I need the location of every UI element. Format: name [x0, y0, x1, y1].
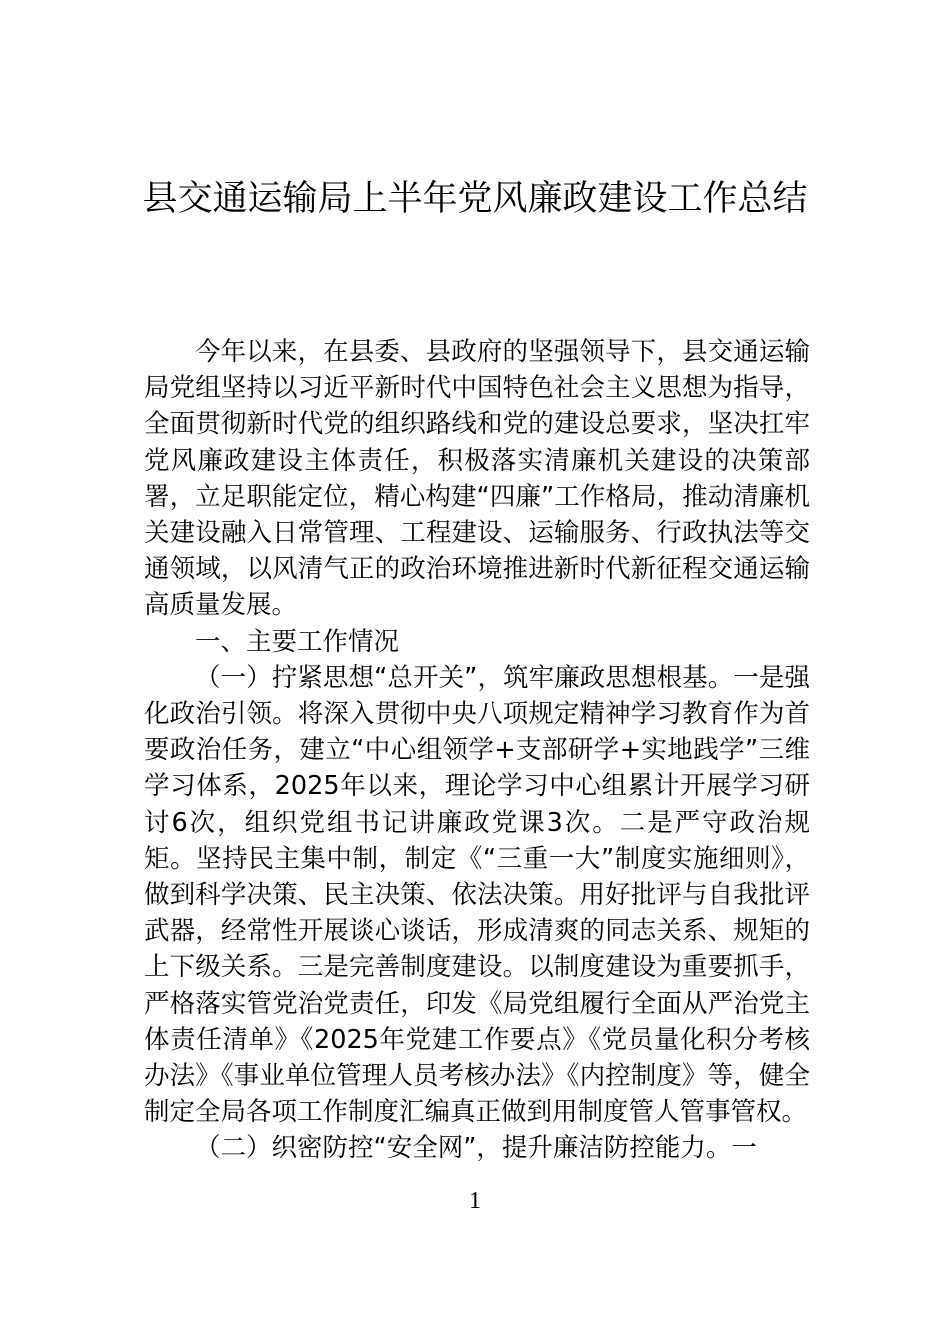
subsection-paragraph: （一）拧紧思想“总开关”，筑牢廉政思想根基。一是强化政治引领。将深入贯彻中央八项规定精神学习教育作为首要政治任务，建立“中心组领学+支部研学+实地践学”三维学习体系，2025年以来，理论学习中心组累计开展学习研讨6次，组织党组书记讲廉政党课3次。二是严守政治规矩。坚持民主集中制，制定《“三重一大”制度实施细则》，做到科学决策、民主决策、依法决策。用好批评与自我批评武器，经常性开展谈心谈话，形成清爽的同志关系、规矩的上下级关系。三是完善制度建设。以制度建设为重要抓手，严格落实管党治党责任，印发《局党组履行全面从严治党主体责任清单》《2025年党建工作要点》《党员量化积分考核办法》《事业单位管理人员考核办法》《内控制度》等，健全制定全局各项工作制度汇编真正做到用制度管人管事管权。 [144, 662, 810, 1128]
section-heading: 一、主要工作情况 [195, 626, 400, 657]
subsection-paragraph: （二）织密防控“安全网”，提升廉洁防控能力。一 [195, 1133, 757, 1164]
page-number: 1 [469, 1188, 481, 1214]
document-title: 县交通运输局上半年党风廉政建设工作总结 [142, 179, 808, 219]
intro-paragraph: 今年以来，在县委、县政府的坚强领导下，县交通运输局党组坚持以习近平新时代中国特色社会主义思想为指导，全面贯彻新时代党的组织路线和党的建设总要求，坚决扛牢党风廉政建设主体责任，积极落实清廉机关建设的决策部署，立足职能定位，精心构建“四廉”工作格局，推动清廉机关建设融入日常管理、工程建设、运输服务、行政执法等交通领域，以风清气正的政治环境推进新时代新征程交通运输高质量发展。 [144, 337, 810, 621]
document-body [144, 334, 810, 1167]
